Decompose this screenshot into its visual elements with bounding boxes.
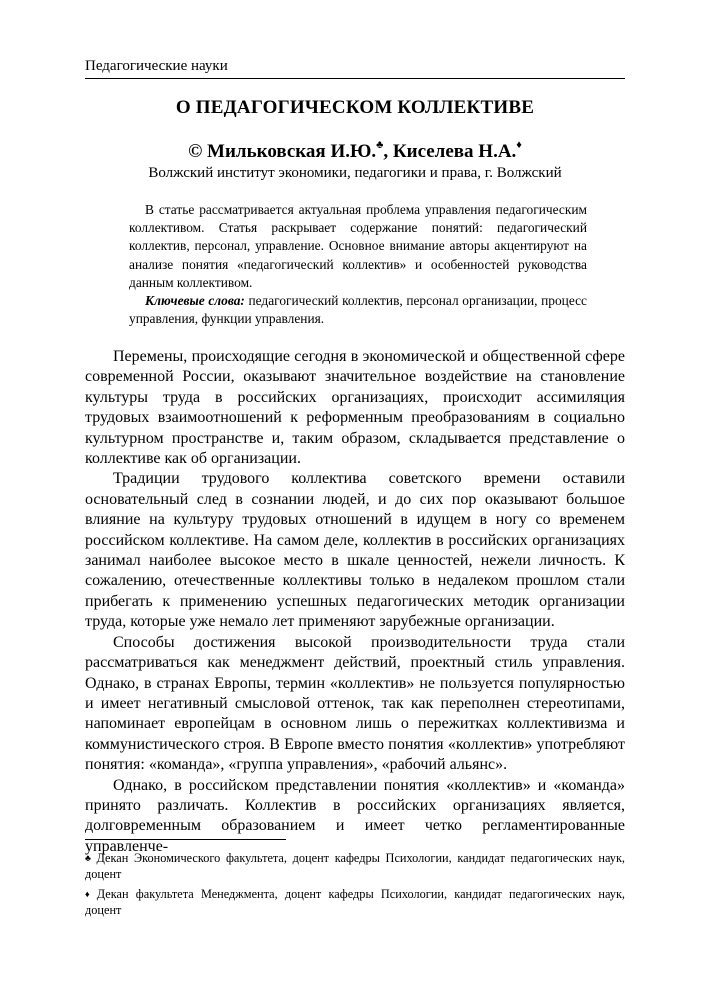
footnote: [85, 886, 625, 918]
running-head: Педагогические науки: [85, 56, 625, 79]
article-title: О ПЕДАГОГИЧЕСКОМ КОЛЛЕКТИВЕ: [175, 97, 535, 118]
keywords-paragraph: [129, 292, 587, 328]
author-separator: ,: [383, 141, 393, 162]
author-2: Киселева Н.А.: [392, 141, 517, 162]
footnote-text: Декан Экономического факультета, доцент кафедры Психологии, кандидат педагогических наук, доцент: [85, 851, 625, 881]
keywords-label: Ключевые слова:: [145, 293, 245, 309]
body-paragraph: Способы достижения высокой производительности труда стали рассматриваться как менеджмент действий, проектный стиль управления. Однако, в странах Европы, термин «коллектив» не пользуется популярностью и имеет негативный смысловой оттенок, так как переполнен стереотипами, напоминает европейцам в основном лишь о пережитках коллективизма и коммунистического строя. В Европе вместо понятия «коллектив» употребляют понятия: «команда», «группа управления», «рабочий альянс».: [85, 633, 625, 774]
footnote: [85, 850, 625, 882]
footnote-text: Декан факультета Менеджмента, доцент кафедры Психологии, кандидат педагогических наук, доцент: [85, 887, 626, 917]
authors-line: [85, 141, 625, 163]
abstract-text: В статье рассматривается актуальная проблема управления педагогическим коллективом. Статья раскрывает содержание понятий: педагогический коллектив, персонал, управление. Основное внимание авторы акцентируют на анализе понятия «педагогический коллектив» и особенностей руководства данным коллективом.: [129, 202, 587, 290]
body-paragraph: Традиции трудового коллектива советского времени оставили основательный след в сознании людей, и до сих пор оказывают большое влияние на культуру трудовых отношений в идущем в ногу со временем российском коллективе. На самом деле, коллектив в российских организациях занимал наиболее высокое место в шкале ценностей, нежели личность. К сожалению, отечественные коллективы только в недалеком прошлом стали прибегать к применению успешных педагогических методик организации труда, которые уже немало лет применяют зарубежные организации.: [85, 470, 625, 631]
affiliation: Волжский институт экономики, педагогики и права, г. Волжский: [148, 165, 562, 181]
body-paragraph: Перемены, происходящие сегодня в экономической и общественной сфере современной России, оказывают значительное воздействие на становление культуры труда в российских организациях, происходит ассимиляция трудовых взаимоотношений к реформенным преобразованиям в социально культурном пространстве и, таким образом, складывается представление о коллективе как об организации.: [85, 348, 625, 468]
author-2-footnote-mark: ♦: [516, 139, 522, 151]
author-1: Мильковская И.Ю.: [207, 141, 377, 162]
footnote-divider: [85, 839, 286, 840]
footnotes: [85, 850, 625, 922]
author-1-footnote-mark: ♣: [376, 139, 384, 151]
body-paragraph: Однако, в российском представлении понятия «коллектив» и «команда» принято различать. Коллектив в российских организациях является, долговременным образованием и имеет четко регламентированные управленче-: [85, 776, 625, 855]
keywords-text: педагогический коллектив, персонал организации, процесс управления, функции управления.: [129, 293, 587, 327]
abstract: [129, 201, 587, 328]
footnote-mark: ♦: [85, 889, 94, 899]
article-body: [85, 347, 625, 857]
footnote-mark: ♣: [85, 853, 94, 863]
copyright-prefix: ©: [188, 141, 208, 162]
